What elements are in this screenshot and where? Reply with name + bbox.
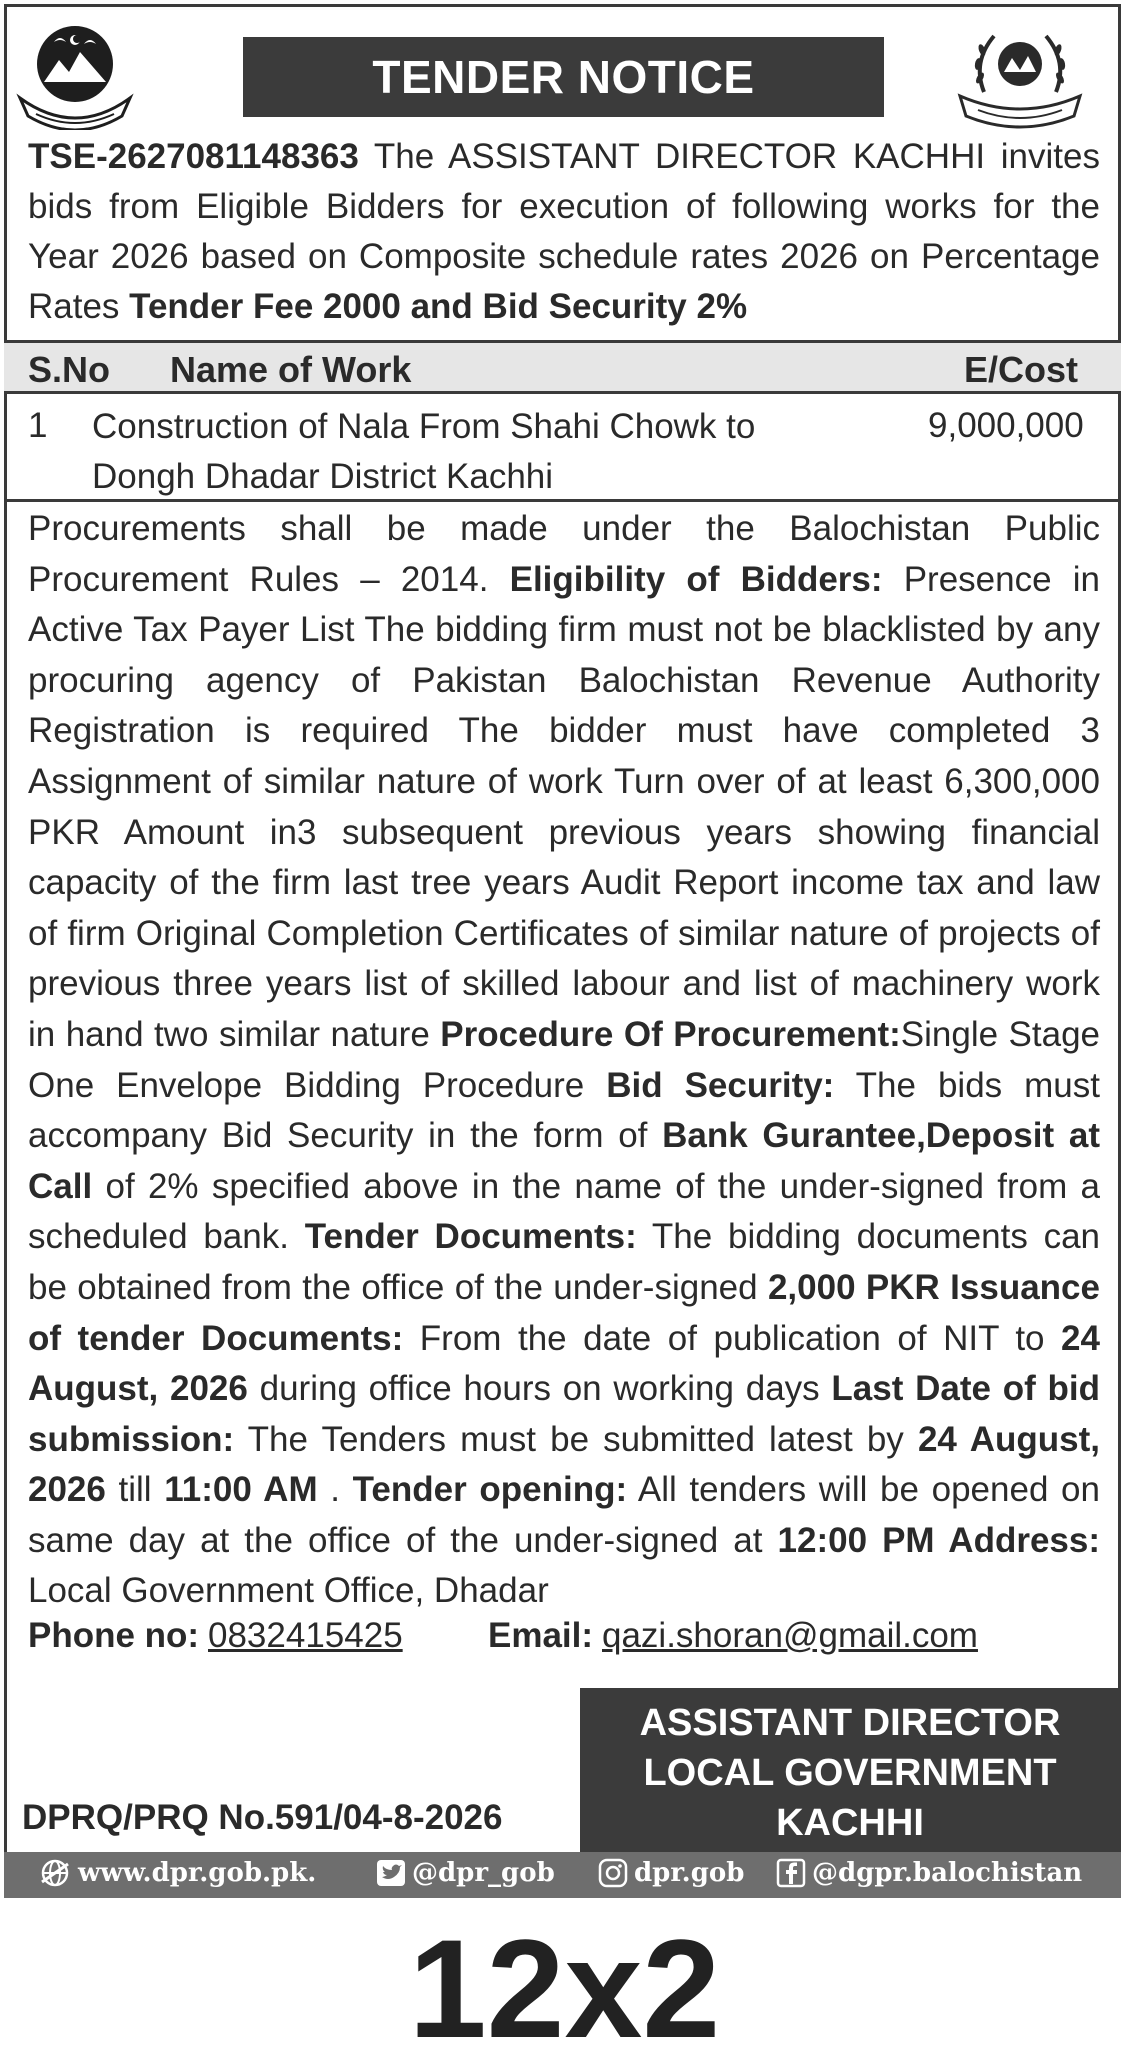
footer-bar [4, 1852, 1121, 1898]
website-text: www.dpr.gob.pk. [78, 1858, 317, 1888]
email-label: Email: [488, 1616, 594, 1655]
body-text: The bids must accompany Bid Security in the form of [28, 1065, 1100, 1156]
tender-fee: Tender Fee 2000 and Bid Security 2% [129, 287, 748, 326]
body-text: From the date of publication of NIT to [403, 1318, 1062, 1358]
submission-date: 24 August, 2026 [28, 1419, 1100, 1510]
tender-opening-heading: Tender opening: [352, 1470, 628, 1510]
globe-icon [38, 1858, 72, 1888]
body-text: during office hours on working days [247, 1369, 832, 1409]
phone-link[interactable]: 0832415425 [208, 1616, 403, 1655]
instagram-text: dpr.gob [634, 1858, 745, 1888]
body-text: . [317, 1470, 353, 1510]
body-text: Procurements shall be made under the Balochistan Public Procurement Rules – 2014. [28, 509, 1100, 599]
row-sno: 1 [28, 406, 48, 445]
last-date-heading: Last Date of bid submission: [28, 1369, 1100, 1459]
body-text: The Tenders must be submitted latest by [234, 1419, 918, 1459]
footer-instagram[interactable] [598, 1858, 744, 1888]
procedure-heading: Procedure Of Procurement: [440, 1014, 901, 1054]
body-text: All tenders will be opened on same day at the office of the under-signed at [28, 1470, 1100, 1560]
opening-time-address: 12:00 PM Address: [777, 1520, 1101, 1560]
tender-ref-number: TSE-2627081148363 [28, 137, 359, 176]
body-text: Presence in Active Tax Payer List The bidding firm must not be blacklisted by any procuring agency of Pakistan Balochistan Revenue Authority Registration is required The bidder must have completed 3 Assignment of similar nature of work Turn over of at least 6,300,000 PKR Amount in3 subsequent previous years showing financial capacity of the firm last tree years Audit Report income tax and law of firm Original Completion Certificates of similar nature of projects of previous three years list of skilled labour and list of machinery work in hand two similar nature [28, 559, 1100, 1054]
col-e-cost: E/Cost [964, 349, 1079, 390]
instagram-icon [598, 1858, 628, 1888]
body-text: Local Government Office, Dhadar [28, 1571, 549, 1611]
row-cost: 9,000,000 [928, 406, 1084, 445]
tender-documents-heading: Tender Documents: [304, 1217, 637, 1257]
ad-size-label: 12x2 [408, 1910, 721, 2067]
signature-box [580, 1688, 1120, 1852]
bank-guarantee-text: Bank Gurantee,Deposit at Call [28, 1116, 1100, 1206]
body-text: of 2% specified above in the name of the under-signed from a scheduled bank. [28, 1166, 1100, 1257]
email-link[interactable]: qazi.shoran@gmail.com [602, 1616, 978, 1655]
footer-facebook[interactable] [776, 1858, 1082, 1888]
signature-line-1: ASSISTANT DIRECTOR [639, 1702, 1061, 1744]
signature-line-2: LOCAL GOVERNMENT [643, 1752, 1057, 1794]
works-table-header [4, 340, 1121, 394]
tender-notice-title: TENDER NOTICE [243, 37, 884, 117]
bid-security-heading: Bid Security: [606, 1065, 835, 1105]
submission-time: 11:00 AM [164, 1470, 318, 1510]
intro-text: The ASSISTANT DIRECTOR KACHHI invites bids from Eligible Bidders for execution of following works for the Year 2026 based on Composite schedule rates 2026 on Percentage Rates [28, 137, 1100, 326]
dpr-emblem-icon [954, 22, 1086, 130]
conditions-paragraph [28, 504, 1100, 1617]
twitter-text: @dpr_gob [412, 1858, 555, 1888]
facebook-text: @dgpr.balochistan [812, 1858, 1083, 1888]
row-work: Construction of Nala From Shahi Chowk to Dongh Dhadar District Kachhi [92, 407, 756, 496]
twitter-icon [376, 1859, 406, 1887]
body-text: till [105, 1470, 165, 1510]
issuance-heading: 2,000 PKR Issuance of tender Documents: [28, 1267, 1100, 1358]
col-sno: S.No [28, 349, 111, 390]
signature-line-3: KACHHI [776, 1802, 924, 1844]
balochistan-emblem-icon [14, 20, 136, 130]
body-text: The bidding documents can be obtained from the office of the under-signed [28, 1217, 1101, 1307]
body-text: Single Stage One Envelope Bidding Procedure [28, 1014, 1100, 1105]
eligibility-heading: Eligibility of Bidders: [509, 559, 883, 599]
intro-paragraph [28, 132, 1100, 332]
facebook-icon [776, 1858, 806, 1888]
phone-label: Phone no: [28, 1616, 200, 1655]
footer-website[interactable] [38, 1858, 316, 1888]
issuance-date: 24 August, 2026 [28, 1318, 1100, 1409]
dprq-number: DPRQ/PRQ No.591/04-8-2026 [22, 1798, 503, 1837]
table-row [4, 394, 1121, 502]
col-name-of-work: Name of Work [170, 349, 412, 390]
footer-twitter[interactable] [376, 1858, 555, 1888]
